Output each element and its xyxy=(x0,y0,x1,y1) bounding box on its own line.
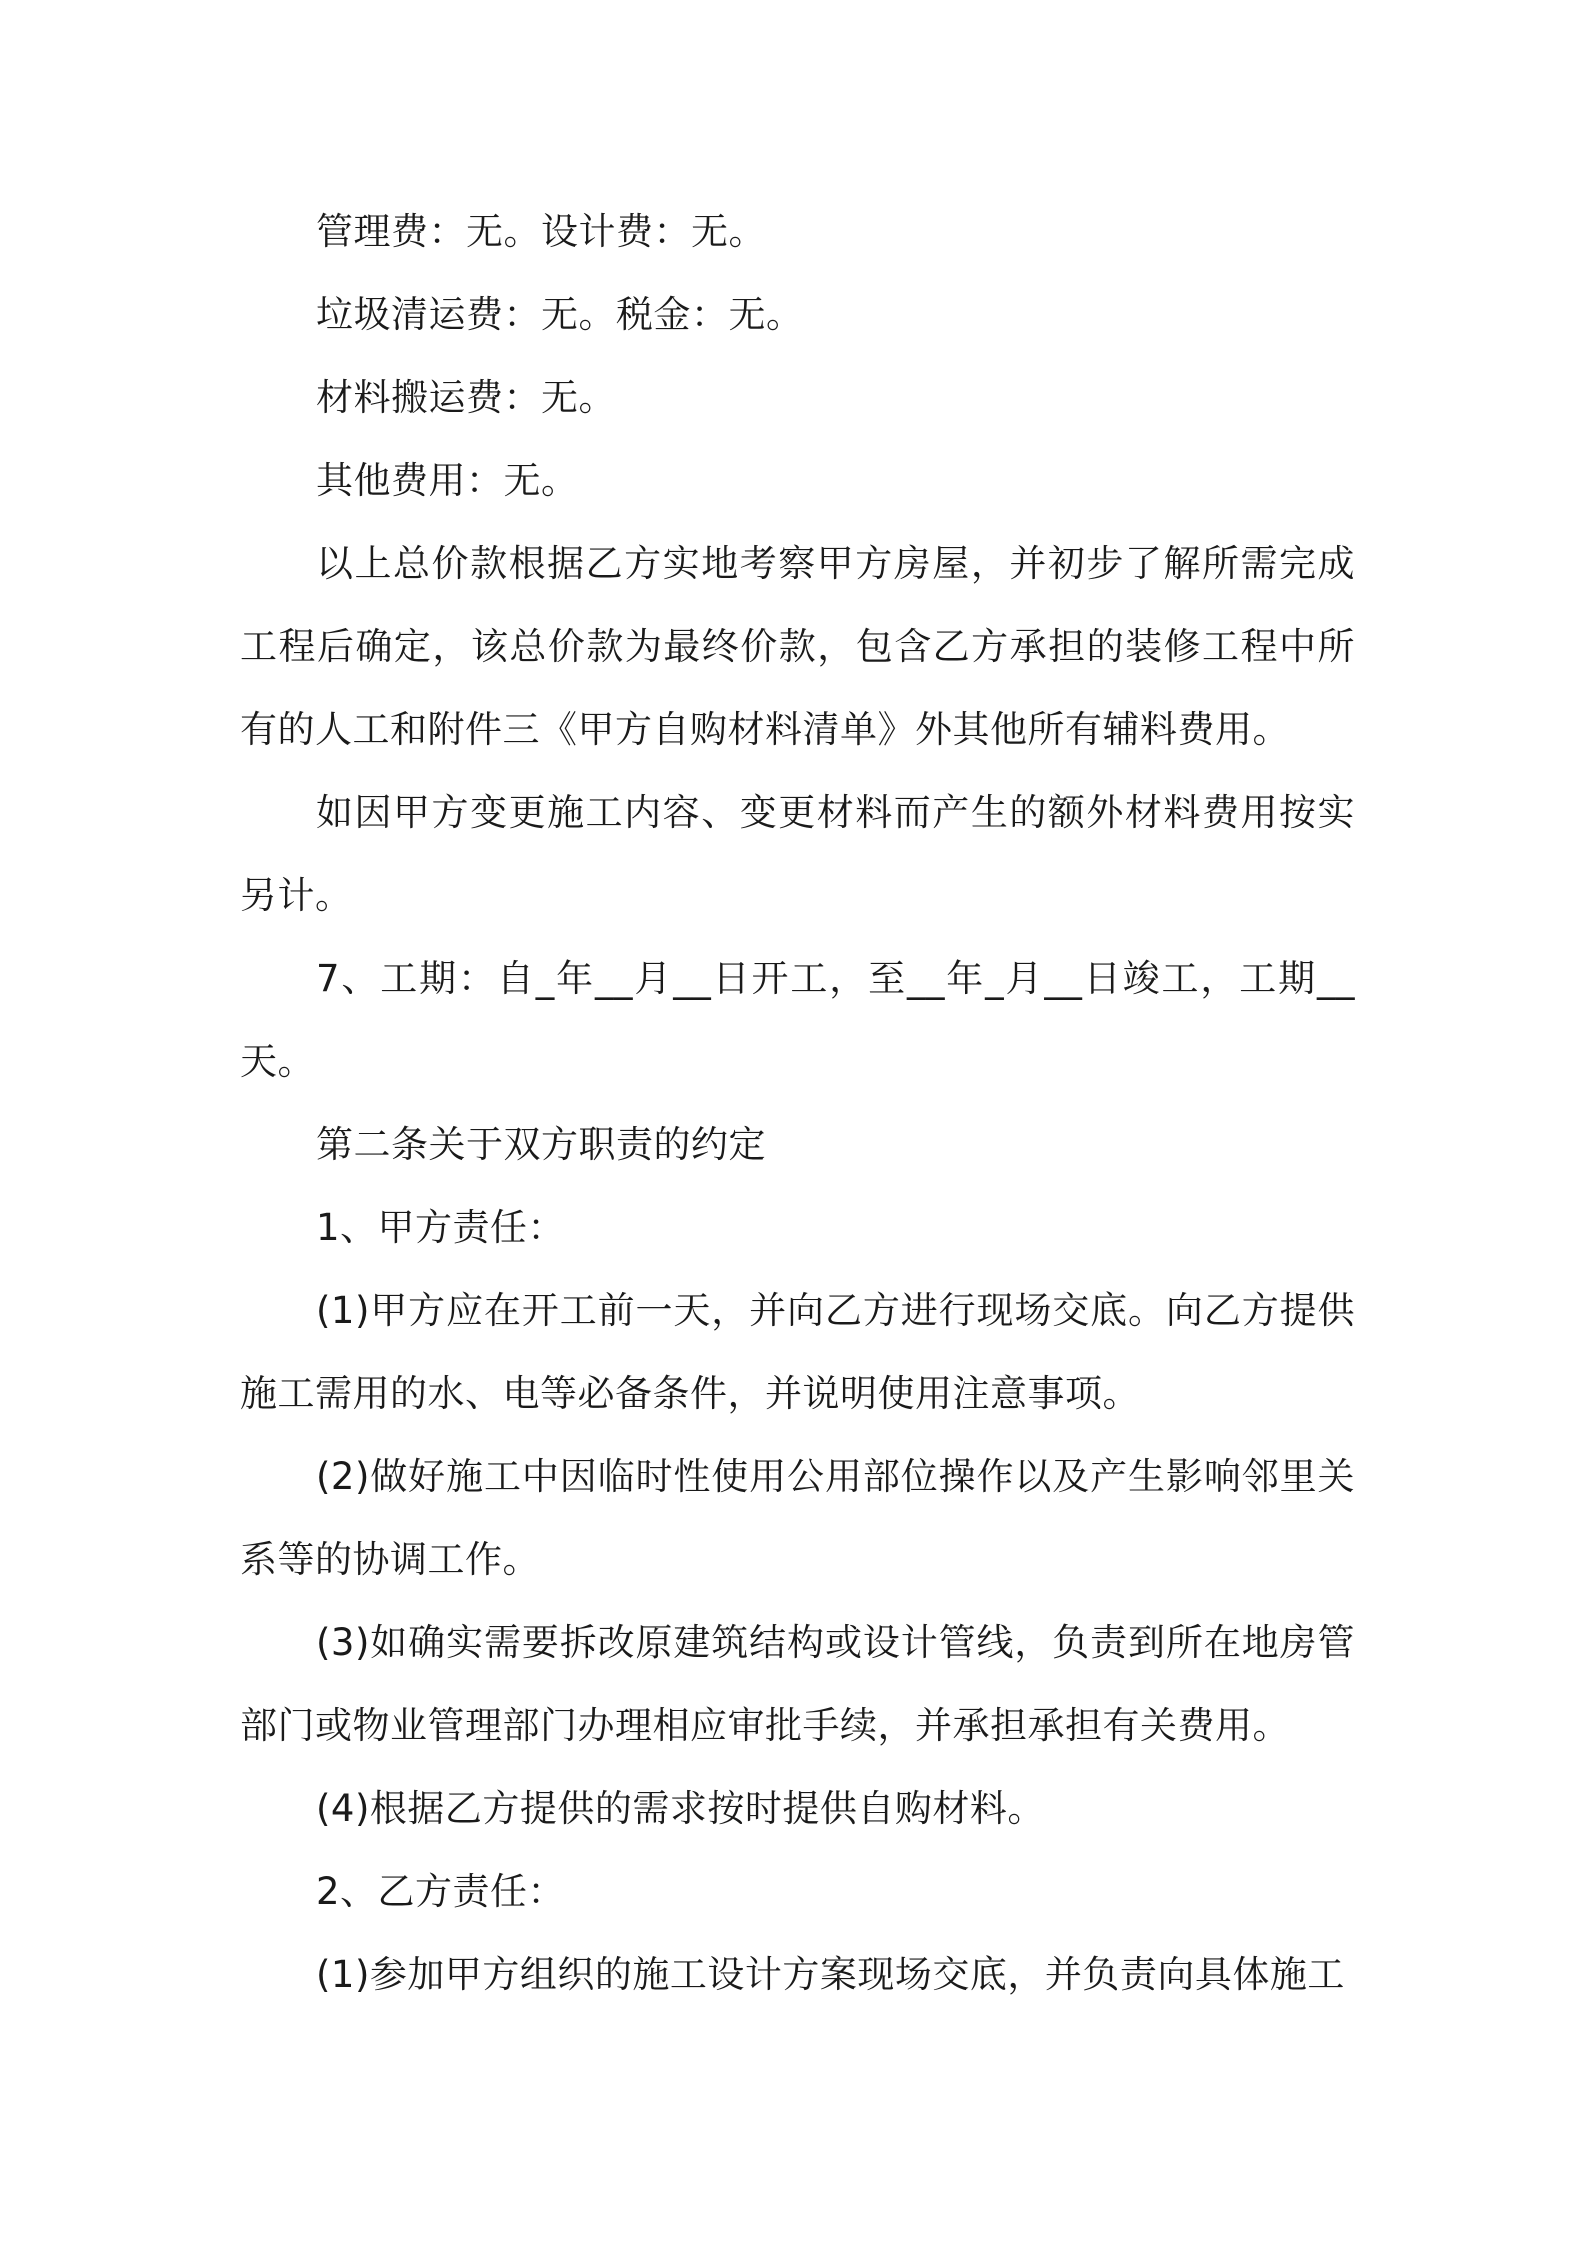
fee-management-design: 管理费：无。设计费：无。 xyxy=(316,210,766,253)
party-a-item-3: (3)如确实需要拆改原建筑结构或设计管线，负责到所在地房管部门或物业管理部门办理相应审批手续，并承担承担有关费用。 xyxy=(240,1621,1355,1747)
party-a-item-1: (1)甲方应在开工前一天，并向乙方进行现场交底。向乙方提供施工需用的水、电等必备条件，并说明使用注意事项。 xyxy=(240,1289,1355,1415)
extra-cost-paragraph: 如因甲方变更施工内容、变更材料而产生的额外材料费用按实另计。 xyxy=(240,791,1355,917)
party-b-item-1: (1)参加甲方组织的施工设计方案现场交底，并负责向具体施工 xyxy=(316,1953,1345,1996)
fee-material-transport: 材料搬运费：无。 xyxy=(316,376,616,419)
document-body xyxy=(240,190,1355,2016)
fee-other: 其他费用：无。 xyxy=(316,459,579,502)
party-a-heading: 1、甲方责任： xyxy=(316,1206,566,1249)
schedule-paragraph: 7、工期：自_年__月__日开工，至__年_月__日竣工，工期__天。 xyxy=(240,957,1355,1083)
total-price-paragraph: 以上总价款根据乙方实地考察甲方房屋，并初步了解所需完成工程后确定，该总价款为最终价款，包含乙方承担的装修工程中所有的人工和附件三《甲方自购材料清单》外其他所有辅料费用。 xyxy=(240,542,1355,751)
party-a-item-2: (2)做好施工中因临时性使用公用部位操作以及产生影响邻里关系等的协调工作。 xyxy=(240,1455,1355,1581)
party-b-heading: 2、乙方责任： xyxy=(316,1870,566,1913)
article-two-heading: 第二条关于双方职责的约定 xyxy=(316,1123,766,1166)
party-a-item-4: (4)根据乙方提供的需求按时提供自购材料。 xyxy=(316,1787,1045,1830)
fee-waste-tax: 垃圾清运费：无。税金：无。 xyxy=(316,293,804,336)
